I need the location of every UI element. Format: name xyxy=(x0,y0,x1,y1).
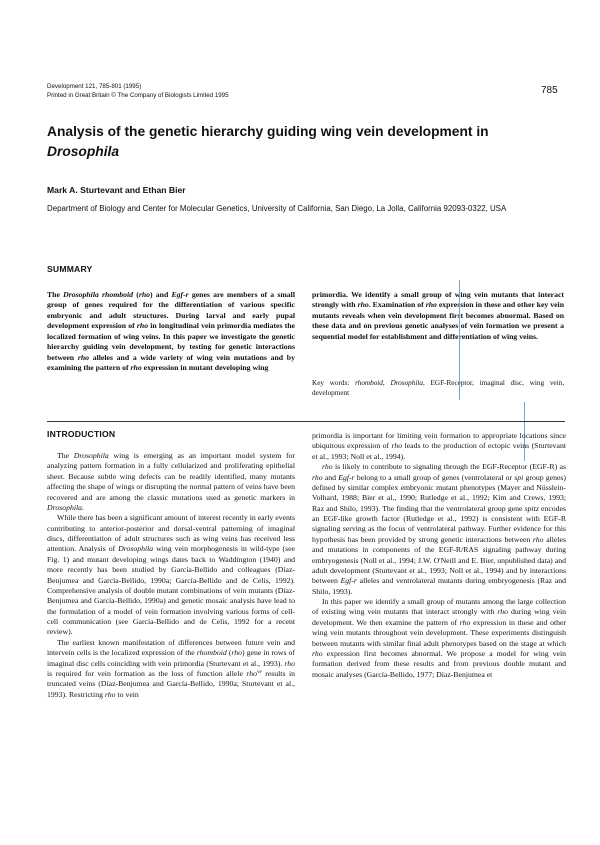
italic-term: Egf-r xyxy=(340,576,357,586)
page-number: 785 xyxy=(541,85,558,96)
italic-term: Egf-r xyxy=(338,472,355,482)
article-title-line1: Analysis of the genetic hierarchy guiding wing vein development in xyxy=(47,124,489,139)
summary-column-left: The Drosophila rhomboid (rho) and Egf-r genes are members of a small group of genes required for the differentiation of various specific embryonic and adult structures. During larval and early pupal development expression of rho in longitudinal vein primordia mediates the localized formation of wing veins. In this paper we investigate the genetic hierarchy guiding vein development, by testing for genetic interactions between rho alleles and a wide variety of wing vein mutations and by examining the pattern of rho expression in mutant developing wing xyxy=(47,290,295,373)
paragraph: While there has been a significant amount of interest recently in early events contributing to anterior-posterior and dorsal-ventral patterning of imaginal discs, differentiation of adult structures such as wing veins has received less attention. Analysis of Drosophila wing vein morphogenesis in wild-type (see Fig. 1) and mutant developing wings dates back to Waddington (1940) and more recently has been studied by García-Bellido and colleagues (Díaz-Benjumea and García-Bellido, 1990a; García-Bellido and de Celis, 1992). Comprehensive analysis of double mutant combinations of vein mutants (Díaz-Benjumea and García-Bellido, 1990a) and genetic mosaic analysis have lead to the formulation of a model of vein formation involving various forms of cell-cell communication (see García-Bellido and de Celis, 1992 for a recent review). xyxy=(47,513,295,637)
annotation-line-1 xyxy=(459,280,460,400)
italic-term: rho xyxy=(322,462,333,472)
italic-term: rhomboid xyxy=(196,648,227,658)
italic-term: rho xyxy=(77,352,90,362)
italic-term: rho xyxy=(532,534,544,544)
section-divider xyxy=(47,421,565,422)
italic-term: rho xyxy=(497,607,508,617)
italic-term: spi xyxy=(514,472,524,482)
italic-term: Drosophila xyxy=(47,502,83,512)
italic-term: rho xyxy=(231,648,243,658)
italic-term: rho xyxy=(284,658,295,668)
italic-term: Drosophila xyxy=(390,379,423,387)
paragraph: The Drosophila wing is emerging as an important model system for analyzing pattern formation in a fully cellularized and proliferating epithelial sheet. Because subtle wing defects can be readily identified, many mutants affecting the shape of wings or disrupting the normal pattern of veins have been recovered and are among the classic mutations used as genetic markers in Drosophila. xyxy=(47,451,295,512)
italic-term: rho xyxy=(357,300,369,310)
italic-term: rho xyxy=(312,472,323,482)
keywords: Key words: rhomboid, Drosophila, EGF-Receptor, imaginal disc, wing vein, development xyxy=(312,379,565,398)
italic-term: rho xyxy=(136,321,149,331)
italic-term: spitz xyxy=(524,503,539,513)
italic-term: Egf-r xyxy=(171,290,189,299)
italic-term: Drosophila xyxy=(73,451,109,460)
italic-term: rho xyxy=(130,363,142,373)
italic-term: rho xyxy=(312,648,323,658)
summary-column-right: primordia. We identify a small group of wing vein mutants that interact strongly with rho. Examination of rho expression in these and other key vein mutants reveals when vein development first becomes abnormal. Based on these data and on previous genetic analyses of vein formation we present a sequential model for establishment and differentiation of wing veins. xyxy=(312,290,565,341)
journal-citation xyxy=(47,83,229,100)
paragraph: rho is likely to contribute to signaling through the EGF-Receptor (EGF-R) as rho and Egf-r belong to a small group of genes (ventrolateral or spi group genes) defined by similar complex embryonic mutant phenotypes (Mayer and Nüsslein-Volhard, 1988; Bier et al., 1990; Rutledge et al., 1992; Kim and Crews, 1993; Raz and Shilo, 1993). The finding that the ventrolateral group gene spitz encodes an EGF-like growth factor (Rutledge et al., 1992) is consistent with EGF-R signaling serving as the focus of ventrolateral pathway. Further evidence for this hypothesis has been provided by strong genetic interactions between rho alleles and mutations in components of the EGF-R/RAS signaling pathway during embryogenesis (Noll et al., 1994; J.W. O'Neill and E. Bier, unpublished data) and adult development (Sturtevant et al., 1993; Noll et al., 1994) and by interactions between Egf-r alleles and ventrolateral mutants during embryogenesis (Raz and Shilo, 1993). xyxy=(312,462,566,596)
italic-term: rho xyxy=(391,441,403,451)
italic-term: rho xyxy=(104,689,116,699)
italic-term: rho xyxy=(246,668,258,678)
italic-term: rho xyxy=(138,290,151,299)
italic-term: rhomboid xyxy=(355,379,383,387)
italic-term: Drosophila xyxy=(118,544,154,554)
paragraph: In this paper we identify a small group of mutants among the large collection of existing wing vein mutants that interact strongly with rho during wing vein development. We then examine the pattern of rho expression in these and other wing vein mutants throughout vein development. These experiments distinguish between mutants with similar final adult phenotypes based on the stage at which rho expression first becomes abnormal. We propose a model for wing vein formation derived from these results and from previous double mutant and mosaic analyses (García-Bellido, 1977; Díaz-Benjumea et xyxy=(312,597,566,679)
journal-citation-line1: Development 121, 785-801 (1995) xyxy=(47,83,142,90)
article-title xyxy=(47,122,567,162)
paragraph: The earliest known manifestation of differences between future vein and intervein cells is the localized expression of the rhomboid (rho) gene in rows of imaginal disc cells coinciding with vein primordia (Sturtevant et al., 1993). rho is required for vein formation as the loss of function allele rho$^{ve}$ results in truncated veins (Díaz-Benjumea and García-Bellido, 1990a; Sturtevant et al., 1993). Restricting rho to vein xyxy=(47,637,295,699)
italic-term: Drosophila rhomboid xyxy=(63,290,134,299)
introduction-column-right xyxy=(312,431,566,680)
introduction-heading: INTRODUCTION xyxy=(47,429,116,439)
introduction-column-left xyxy=(47,451,295,700)
paragraph: primordia is important for limiting vein formation to appropriate locations since ubiquitous expression of rho leads to the production of ectopic veins (Sturtevant et al., 1993; Noll et al., 1994). xyxy=(312,431,567,461)
summary-heading: SUMMARY xyxy=(47,264,93,274)
journal-citation-line2: Printed in Great Britain © The Company of Biologists Limited 1995 xyxy=(47,91,229,99)
article-authors: Mark A. Sturtevant and Ethan Bier xyxy=(47,185,186,195)
article-title-line2 xyxy=(47,142,567,162)
italic-term: rho xyxy=(459,617,471,627)
italic-term: rho xyxy=(425,300,437,310)
allele-superscript: ve xyxy=(257,669,262,675)
article-title-genus: Drosophila xyxy=(47,144,120,159)
article-affiliation: Department of Biology and Center for Molecular Genetics, University of California, San Diego, La Jolla, California 92093-0322, USA xyxy=(47,204,507,213)
